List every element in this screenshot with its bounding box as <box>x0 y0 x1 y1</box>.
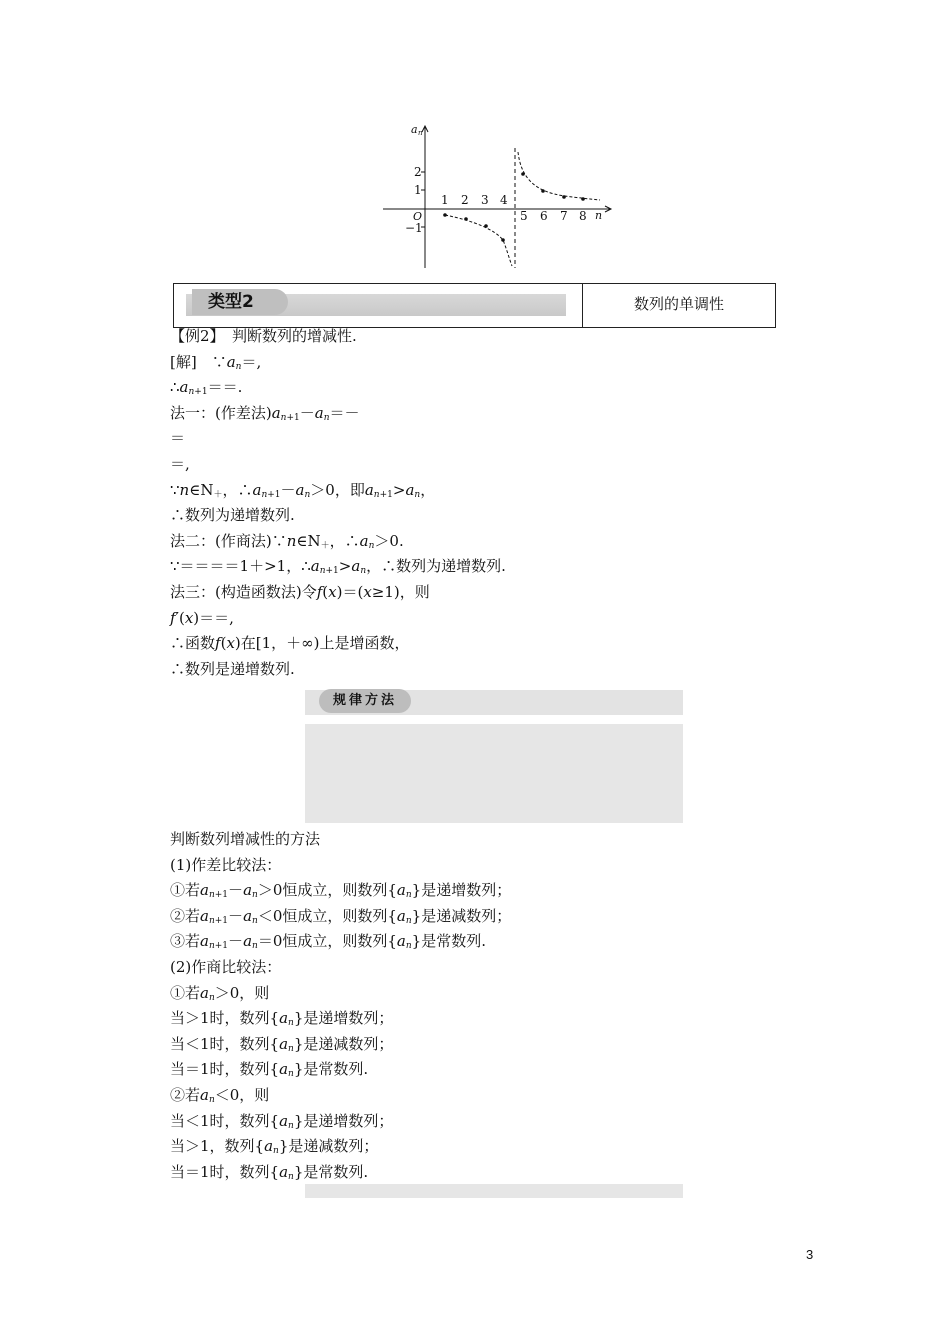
y-axis-label: a <box>411 123 418 136</box>
x-tick: 6 <box>540 209 548 223</box>
solution-block: 【例2】 判断数列的增减性. [解] $\because a_n=$, $\therefore a_{n+1}==$. 法一：(作差法)$a_{n+1}-a_n=-$ ＝ ＝, $\because n\in N_+$，$\therefore a_{n+1}-a_n>0$，即$a_{n+1}>a_n$， ∴数列为递增数列. 法二：(作商法)$\because n\in N_+$，$\therefore a_n>0$. ∵＝＝＝＝1＋>1，$\therefore a_{n+1}>a_n$，∴数列为递增数列. 法三：(构造函数法)令f(x)＝(x≥1)，则 f′(x)＝＝, ∴函数f(x)在[1，＋∞)上是增函数， ∴数列是递增数列. <box>170 324 506 682</box>
type-section-header <box>173 283 776 328</box>
curve-right <box>518 152 600 200</box>
x-tick: 4 <box>500 193 508 207</box>
x-axis-label: n <box>595 209 603 222</box>
page-number: 3 <box>806 1247 814 1262</box>
x-tick: 8 <box>579 209 587 223</box>
y-tick: 1 <box>414 183 422 197</box>
rule-badge: 规律方法 <box>319 689 411 713</box>
point <box>464 217 468 221</box>
svg-text:n: n <box>418 129 423 137</box>
rule-body <box>305 724 683 823</box>
sequence-graph <box>375 118 615 273</box>
point <box>443 213 447 217</box>
y-tick: −1 <box>405 221 423 235</box>
x-tick: 2 <box>461 193 469 207</box>
point <box>581 197 585 201</box>
example-title: 【例2】 判断数列的增减性. <box>170 327 357 345</box>
type-badge: 类型2 <box>192 289 288 315</box>
x-tick: 1 <box>441 193 449 207</box>
y-tick: 2 <box>414 165 422 179</box>
x-tick: 3 <box>481 193 489 207</box>
x-tick: 7 <box>560 209 568 223</box>
point <box>484 224 488 228</box>
method-block: 判断数列增减性的方法 (1)作差比较法： ①若$a_{n+1}-a_n>0$恒成立，则数列$\{a_n\}$是递增数列； ②若$a_{n+1}-a_n<0$恒成立，则数列$\{a_n\}$是递减数列； ③若$a_{n+1}-a_n=0$恒成立，则数列$\{a_n\}$是常数列. (2)作商比较法： ①若$a_n>0$，则 当＞1时，数列$\{a_n\}$是递增数列； 当＜1时，数列$\{a_n\}$是递减数列； 当＝1时，数列$\{a_n\}$是常数列. ②若$a_n<0$，则 当＜1时，数列$\{a_n\}$是递增数列； 当＞1，数列$\{a_n\}$是递减数列； 当＝1时，数列$\{a_n\}$是常数列. <box>170 830 512 1182</box>
type-title: 数列的单调性 <box>633 295 724 313</box>
point <box>562 195 566 199</box>
origin-label: O <box>413 210 423 223</box>
rule-header <box>305 690 683 715</box>
x-tick: 5 <box>520 209 528 223</box>
point <box>501 238 505 242</box>
rule-footer <box>305 1184 683 1198</box>
point <box>521 172 525 176</box>
point <box>541 189 545 193</box>
